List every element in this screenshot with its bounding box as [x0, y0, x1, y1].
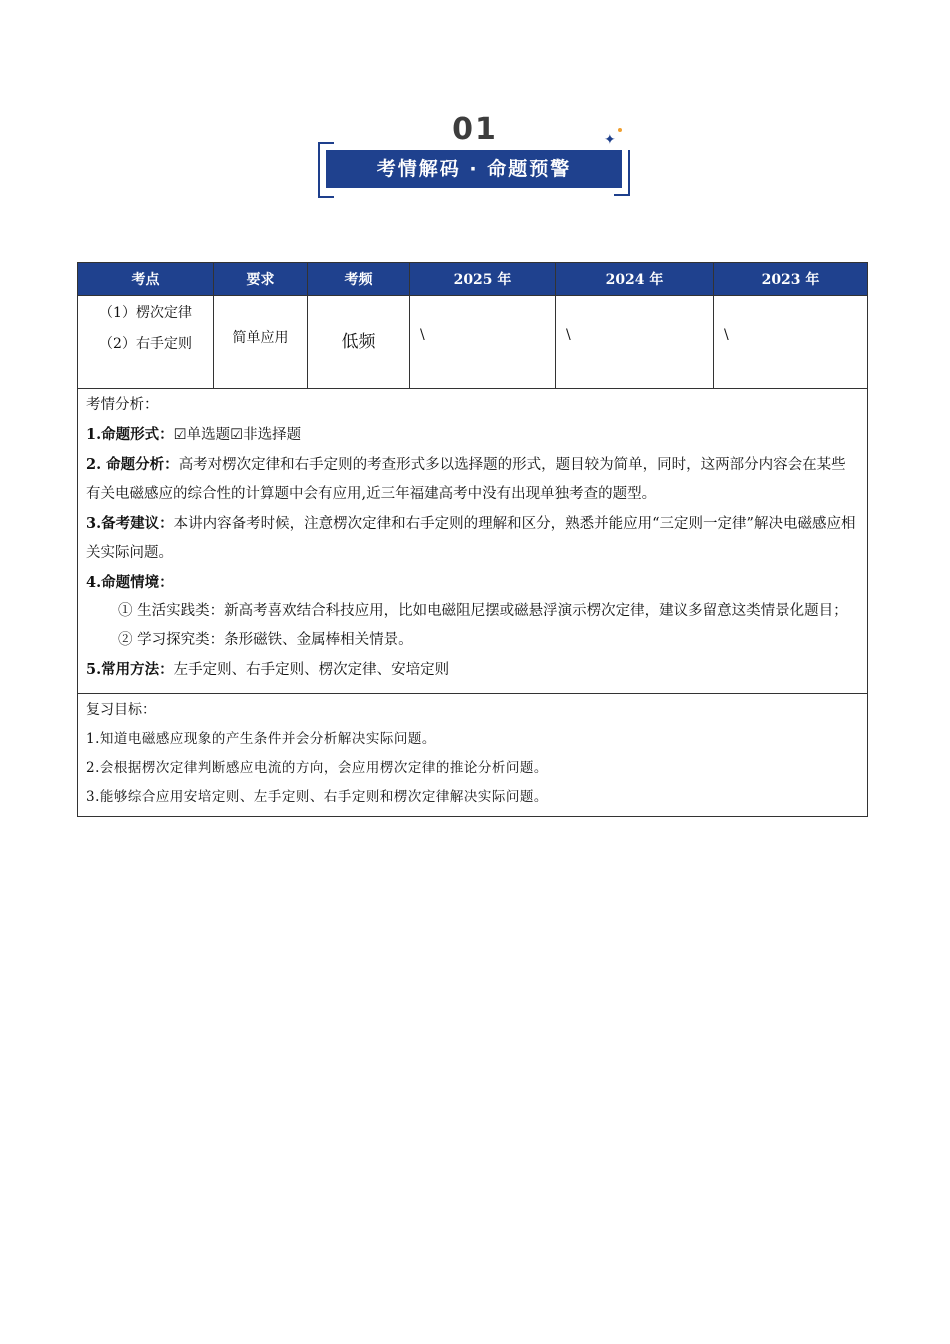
sparkle-icon: ✦ [604, 132, 616, 148]
cell-2025 [410, 296, 556, 389]
review-goals-heading: 复习目标： [86, 702, 156, 718]
cell-2024 [556, 296, 714, 389]
context-study-inquiry: ② 学习探究类：条形磁铁、金属棒相关情景。 [118, 632, 413, 648]
header-2023: 2023 年 [714, 263, 868, 296]
exam-advice-text: 本讲内容备考时候，注意楞次定律和右手定则的理解和区分，熟悉并能应用“三定则一定律”解决电磁感应相关实际问题。 [86, 516, 856, 561]
exam-advice [86, 509, 859, 568]
value-2025: \ [420, 327, 425, 343]
question-context-label: 4.命题情境： [86, 574, 174, 591]
topic-item: （1）楞次定律 [99, 305, 192, 321]
frequency-value: 低频 [341, 332, 376, 352]
review-goal-item: 2.会根据楞次定律判断感应电流的方向，会应用楞次定律的推论分析问题。 [86, 760, 548, 776]
table-header-row [78, 263, 868, 296]
review-goal-item: 1.知道电磁感应现象的产生条件并会分析解决实际问题。 [86, 731, 436, 747]
question-analysis-text: 高考对楞次定律和右手定则的考查形式多以选择题的形式，题目较为简单，同时，这两部分内容会在某些有关电磁感应的综合性的计算题中会有应用,近三年福建高考中没有出现单独考查的题型。 [86, 457, 846, 502]
cell-topics [78, 296, 214, 389]
value-2024: \ [566, 327, 571, 343]
analysis-section [78, 389, 868, 694]
header-requirement: 要求 [214, 263, 308, 296]
requirement-value: 简单应用 [232, 330, 289, 346]
analysis-heading: 考情分析： [86, 397, 159, 413]
topic-item: （2）右手定则 [99, 336, 192, 352]
header-2024: 2024 年 [556, 263, 714, 296]
question-analysis [86, 450, 859, 509]
review-goal-item: 3.能够综合应用安培定则、左手定则、右手定则和楞次定律解决实际问题。 [86, 789, 548, 805]
section-number: 01 [452, 112, 498, 147]
header-topic: 考点 [78, 263, 214, 296]
section-banner [0, 108, 950, 208]
cell-requirement [214, 296, 308, 389]
section-title: 考情解码 · 命题预警 [326, 150, 622, 188]
question-form [86, 420, 859, 450]
table-row [78, 296, 868, 389]
review-goals-section [78, 694, 868, 817]
cell-2023 [714, 296, 868, 389]
header-2025: 2025 年 [410, 263, 556, 296]
value-2023: \ [724, 327, 729, 343]
header-frequency: 考频 [308, 263, 410, 296]
context-life-practice: ① 生活实践类：新高考喜欢结合科技应用，比如电磁阻尼摆或磁悬浮演示楞次定律，建议多留意这类情景化题目； [118, 603, 848, 619]
goals-row [78, 694, 868, 817]
analysis-row [78, 389, 868, 694]
common-methods [86, 655, 859, 685]
question-analysis-label: 2. 命题分析： [86, 456, 179, 473]
common-methods-text: 左手定则、右手定则、楞次定律、安培定则 [173, 662, 450, 678]
exam-advice-label: 3.备考建议： [86, 515, 174, 532]
question-form-label: 1.命题形式： [86, 426, 174, 443]
question-form-option-nonchoice: ☑非选择题 [230, 427, 302, 443]
sparkle-dot-icon [618, 128, 622, 132]
common-methods-label: 5.常用方法： [86, 661, 174, 678]
exam-analysis-table [77, 262, 868, 817]
cell-frequency [308, 296, 410, 389]
question-form-option-single: ☑单选题 [173, 427, 231, 443]
